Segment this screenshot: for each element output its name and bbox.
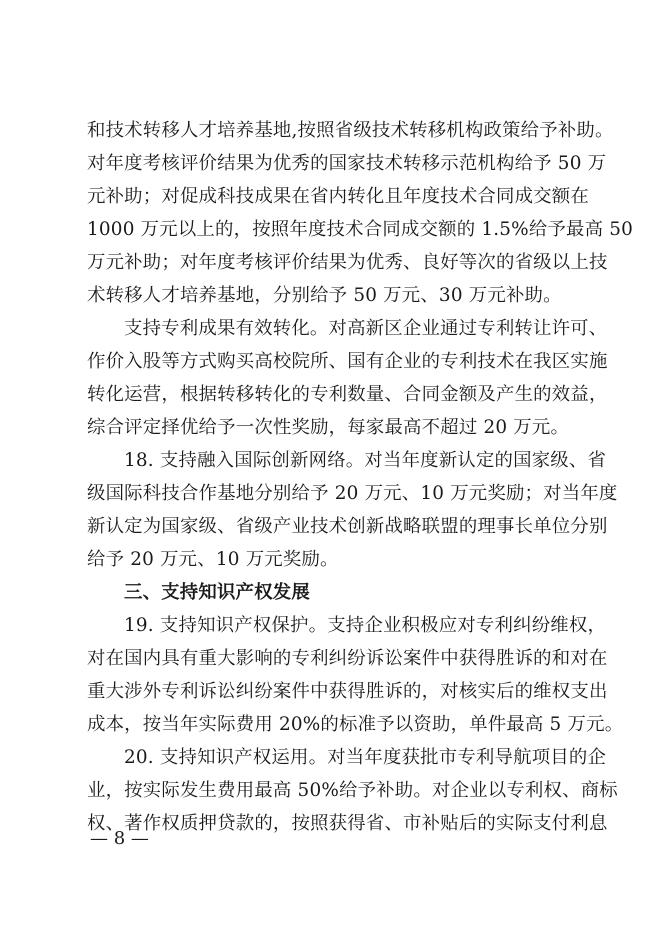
item-18-line-4: 给予 20 万元、10 万元奖励。 bbox=[87, 549, 339, 570]
item-18-line-1: 18. 支持融入国际创新网络。对当年度新认定的国家级、省 bbox=[124, 450, 607, 471]
item-19-line-1: 19. 支持知识产权保护。支持企业积极应对专利纠纷维权， bbox=[124, 615, 607, 636]
body-line-6: 术转移人才培养基地，分别给予 50 万元、30 万元补助。 bbox=[87, 285, 562, 306]
body-line-8: 作价入股等方式购买高校院所、国有企业的专利技术在我区实施 bbox=[87, 351, 608, 372]
item-20-line-3: 权、著作权质押贷款的，按照获得省、市补贴后的实际支付利息 bbox=[87, 813, 608, 834]
item-20-line-1: 20. 支持知识产权运用。对当年度获批市专利导航项目的企 bbox=[124, 747, 607, 768]
item-19-line-3: 重大涉外专利诉讼纠纷案件中获得胜诉的，对核实后的维权支出 bbox=[87, 681, 608, 702]
body-line-7: 支持专利成果有效转化。对高新区企业通过专利转让许可、 bbox=[124, 318, 608, 339]
body-line-5: 万元补助；对年度考核评价结果为优秀、良好等次的省级以上技 bbox=[87, 252, 608, 273]
section-heading: 三、支持知识产权发展 bbox=[124, 582, 310, 603]
body-line-4: 1000 万元以上的，按照年度技术合同成交额的 1.5%给予最高 50 bbox=[87, 219, 634, 240]
body-line-10: 综合评定择优给予一次性奖励，每家最高不超过 20 万元。 bbox=[87, 417, 570, 438]
page-number: — 8 — bbox=[90, 828, 149, 849]
body-line-3: 元补助；对促成科技成果在省内转化且年度技术合同成交额在 bbox=[87, 186, 589, 207]
item-19-line-4: 成本，按当年实际费用 20%的标准予以资助，单件最高 5 万元。 bbox=[87, 714, 624, 735]
item-18-line-2: 级国际科技合作基地分别给予 20 万元、10 万元奖励；对当年度 bbox=[87, 483, 618, 504]
item-19-line-2: 对在国内具有重大影响的专利纠纷诉讼案件中获得胜诉的和对在 bbox=[87, 648, 608, 669]
item-18-line-3: 新认定为国家级、省级产业技术创新战略联盟的理事长单位分别 bbox=[87, 516, 608, 537]
body-line-1: 和技术转移人才培养基地,按照省级技术转移机构政策给予补助。 bbox=[87, 120, 614, 141]
body-line-2: 对年度考核评价结果为优秀的国家技术转移示范机构给予 50 万 bbox=[87, 153, 607, 174]
body-line-9: 转化运营，根据转移转化的专利数量、合同金额及产生的效益， bbox=[87, 384, 608, 405]
item-20-line-2: 业，按实际发生费用最高 50%给予补助。对企业以专利权、商标 bbox=[87, 780, 618, 801]
